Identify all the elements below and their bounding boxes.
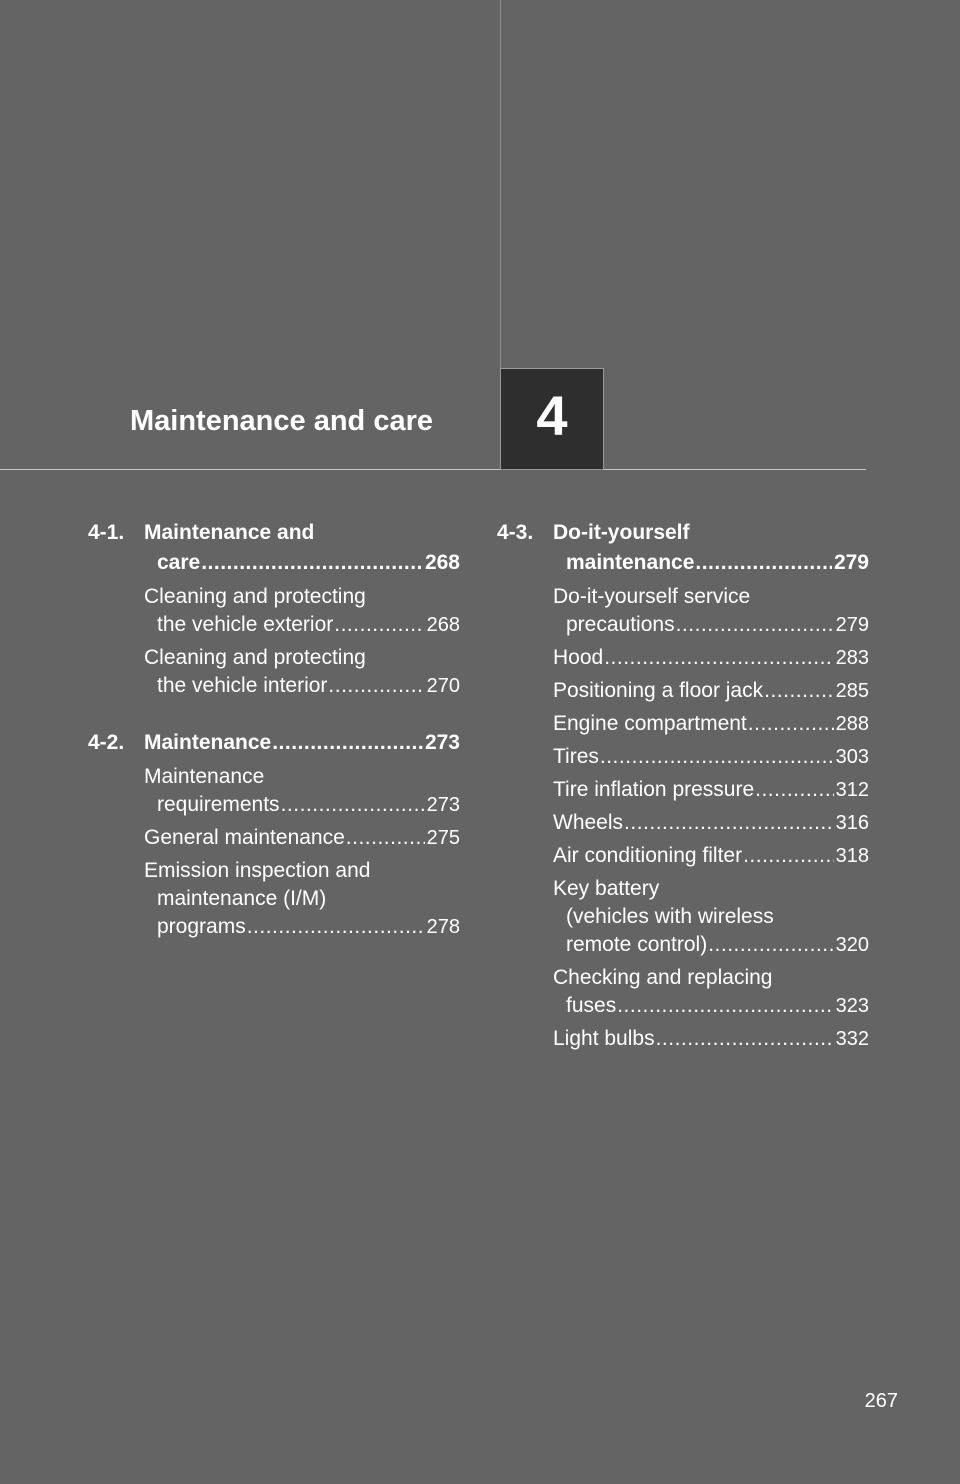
toc-item[interactable]: Air conditioning filter ..... 318 — [553, 842, 869, 870]
page-number: 323 — [835, 995, 869, 1017]
page-number: 316 — [835, 812, 869, 834]
toc-item[interactable]: Cleaning and protecting the vehicle interior ..... 270 — [144, 644, 460, 700]
page-number: 273 — [426, 794, 460, 816]
page-number: 273 — [424, 731, 460, 754]
chapter-number-box — [500, 368, 604, 470]
page-number-footer: 267 — [864, 1390, 898, 1412]
page-number: 288 — [835, 713, 869, 735]
toc-item[interactable]: Key battery (vehicles with wireless remote control) ..... 320 — [553, 875, 869, 959]
page-number: 268 — [426, 614, 460, 636]
chapter-number: 4 — [536, 384, 568, 447]
page-number: 320 — [835, 934, 869, 956]
section-entry[interactable] — [144, 728, 460, 758]
toc-item[interactable]: General maintenance ..... 275 — [144, 824, 460, 852]
toc-item[interactable]: Emission inspection and maintenance (I/M) programs ..... 278 — [144, 857, 460, 941]
toc-item[interactable]: Light bulbs ..... 332 — [553, 1025, 869, 1053]
page-number: 285 — [835, 680, 869, 702]
toc-item[interactable]: Hood ..... 283 — [553, 644, 869, 672]
toc-item[interactable]: Do-it-yourself service precautions ..... 279 — [553, 583, 869, 639]
page-number: 279 — [833, 551, 869, 574]
section-entry[interactable]: maintenance ..... 279 — [553, 548, 869, 578]
toc-item[interactable]: Positioning a floor jack ..... 285 — [553, 677, 869, 705]
toc-column-left — [88, 518, 460, 941]
section-title: Maintenance — [144, 731, 272, 754]
toc-item[interactable]: Tires ..... 303 — [553, 743, 869, 771]
page-number: 283 — [835, 647, 869, 669]
header-rule — [0, 469, 866, 470]
toc-item[interactable]: Cleaning and protecting the vehicle exterior ..... 268 — [144, 583, 460, 639]
toc-section — [88, 728, 460, 941]
page-number: 279 — [835, 614, 869, 636]
page-number: 268 — [424, 551, 460, 574]
section-number: 4-1. — [88, 521, 125, 544]
page-number: 275 — [426, 827, 460, 849]
section-number: 4-2. — [88, 731, 125, 754]
page-number: 332 — [835, 1028, 869, 1050]
toc-column-right — [497, 518, 869, 1053]
toc-item[interactable]: Wheels ..... 316 — [553, 809, 869, 837]
toc-item[interactable]: Maintenance requirements ..... 273 — [144, 763, 460, 819]
page-number: 318 — [835, 845, 869, 867]
toc-item[interactable]: Engine compartment ..... 288 — [553, 710, 869, 738]
section-title: Maintenance and — [144, 521, 315, 544]
chapter-title: Maintenance and care — [130, 405, 433, 437]
page-number: 270 — [426, 675, 460, 697]
page-number: 303 — [835, 746, 869, 768]
section-title: Do-it-yourself — [553, 521, 690, 544]
page-number: 312 — [835, 779, 869, 801]
section-entry[interactable]: care ..... 268 — [144, 548, 460, 578]
page-number: 278 — [426, 916, 460, 938]
toc-section — [497, 518, 869, 1053]
toc-item[interactable]: Tire inflation pressure ..... 312 — [553, 776, 869, 804]
toc-item[interactable]: Checking and replacing fuses ..... 323 — [553, 964, 869, 1020]
section-number: 4-3. — [497, 521, 534, 544]
toc-section — [88, 518, 460, 700]
